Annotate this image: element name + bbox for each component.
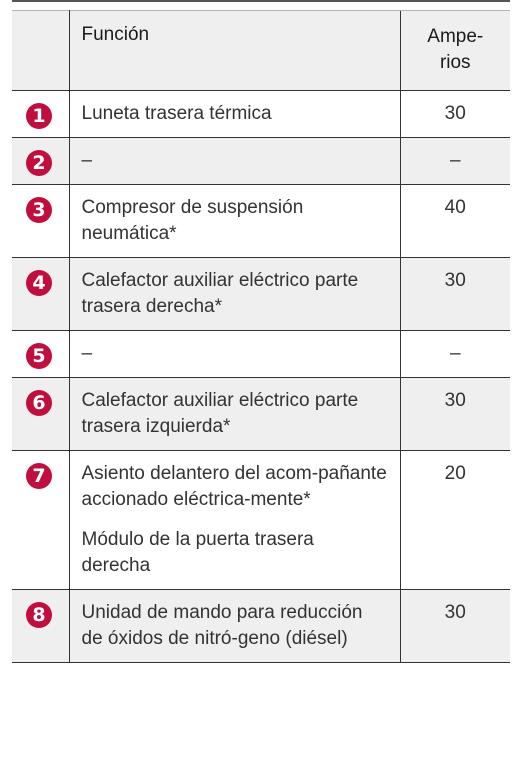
function-cell xyxy=(69,91,400,138)
function-text: – xyxy=(81,150,93,171)
table-row xyxy=(12,91,510,138)
function-cell xyxy=(69,185,400,258)
table-row xyxy=(12,258,510,331)
top-rule xyxy=(12,0,510,2)
row-number-cell xyxy=(12,185,69,258)
table-row xyxy=(12,590,510,663)
function-text: Compresor de suspensión neumática* xyxy=(81,197,304,244)
fuse-number-badge: 8 xyxy=(26,602,52,628)
table-row xyxy=(12,451,510,590)
amps-cell: 30 xyxy=(400,378,510,451)
function-cell xyxy=(69,590,400,663)
header-amps xyxy=(400,11,510,91)
row-number-cell xyxy=(12,331,69,378)
function-cell xyxy=(69,258,400,331)
fuse-number-badge: 5 xyxy=(26,343,52,369)
function-text: – xyxy=(81,343,93,364)
amps-cell: 30 xyxy=(400,91,510,138)
fuse-number-badge: 1 xyxy=(26,103,52,129)
fuse-number-badge: 2 xyxy=(26,150,52,176)
header-amps-line1: Ampe- xyxy=(427,26,484,47)
function-text: Módulo de la puerta trasera derecha xyxy=(81,529,314,576)
header-function: Función xyxy=(69,11,400,91)
fuse-table xyxy=(12,10,510,663)
amps-cell: 40 xyxy=(400,185,510,258)
function-cell xyxy=(69,138,400,185)
row-number-cell xyxy=(12,451,69,590)
row-number-cell xyxy=(12,258,69,331)
header-row xyxy=(12,11,510,91)
function-text: Luneta trasera térmica xyxy=(81,103,272,124)
header-number-cell xyxy=(12,11,69,91)
function-text: Calefactor auxiliar eléctrico parte trasera izquierda* xyxy=(81,390,359,437)
function-cell xyxy=(69,451,400,590)
table-row xyxy=(12,378,510,451)
table-body xyxy=(12,91,510,663)
fuse-number-badge: 3 xyxy=(26,197,52,223)
amps-cell: 20 xyxy=(400,451,510,590)
table-row xyxy=(12,185,510,258)
row-number-cell xyxy=(12,378,69,451)
fuse-number-badge: 6 xyxy=(26,390,52,416)
function-cell xyxy=(69,331,400,378)
table-row xyxy=(12,138,510,185)
row-number-cell xyxy=(12,91,69,138)
row-number-cell xyxy=(12,138,69,185)
fuse-number-badge: 7 xyxy=(26,463,52,489)
function-text: Asiento delantero del acom-pañante accionado eléctrica-mente* xyxy=(81,463,387,510)
amps-cell: – xyxy=(400,138,510,185)
fuse-number-badge: 4 xyxy=(26,270,52,296)
amps-cell: 30 xyxy=(400,258,510,331)
function-text: Unidad de mando para reducción de óxidos de nitró-geno (diésel) xyxy=(81,602,363,649)
function-cell xyxy=(69,378,400,451)
amps-cell: 30 xyxy=(400,590,510,663)
table-header xyxy=(12,11,510,91)
row-number-cell xyxy=(12,590,69,663)
amps-cell: – xyxy=(400,331,510,378)
header-amps-line2: rios xyxy=(439,52,471,73)
function-text: Calefactor auxiliar eléctrico parte trasera derecha* xyxy=(81,270,359,317)
table-row xyxy=(12,331,510,378)
